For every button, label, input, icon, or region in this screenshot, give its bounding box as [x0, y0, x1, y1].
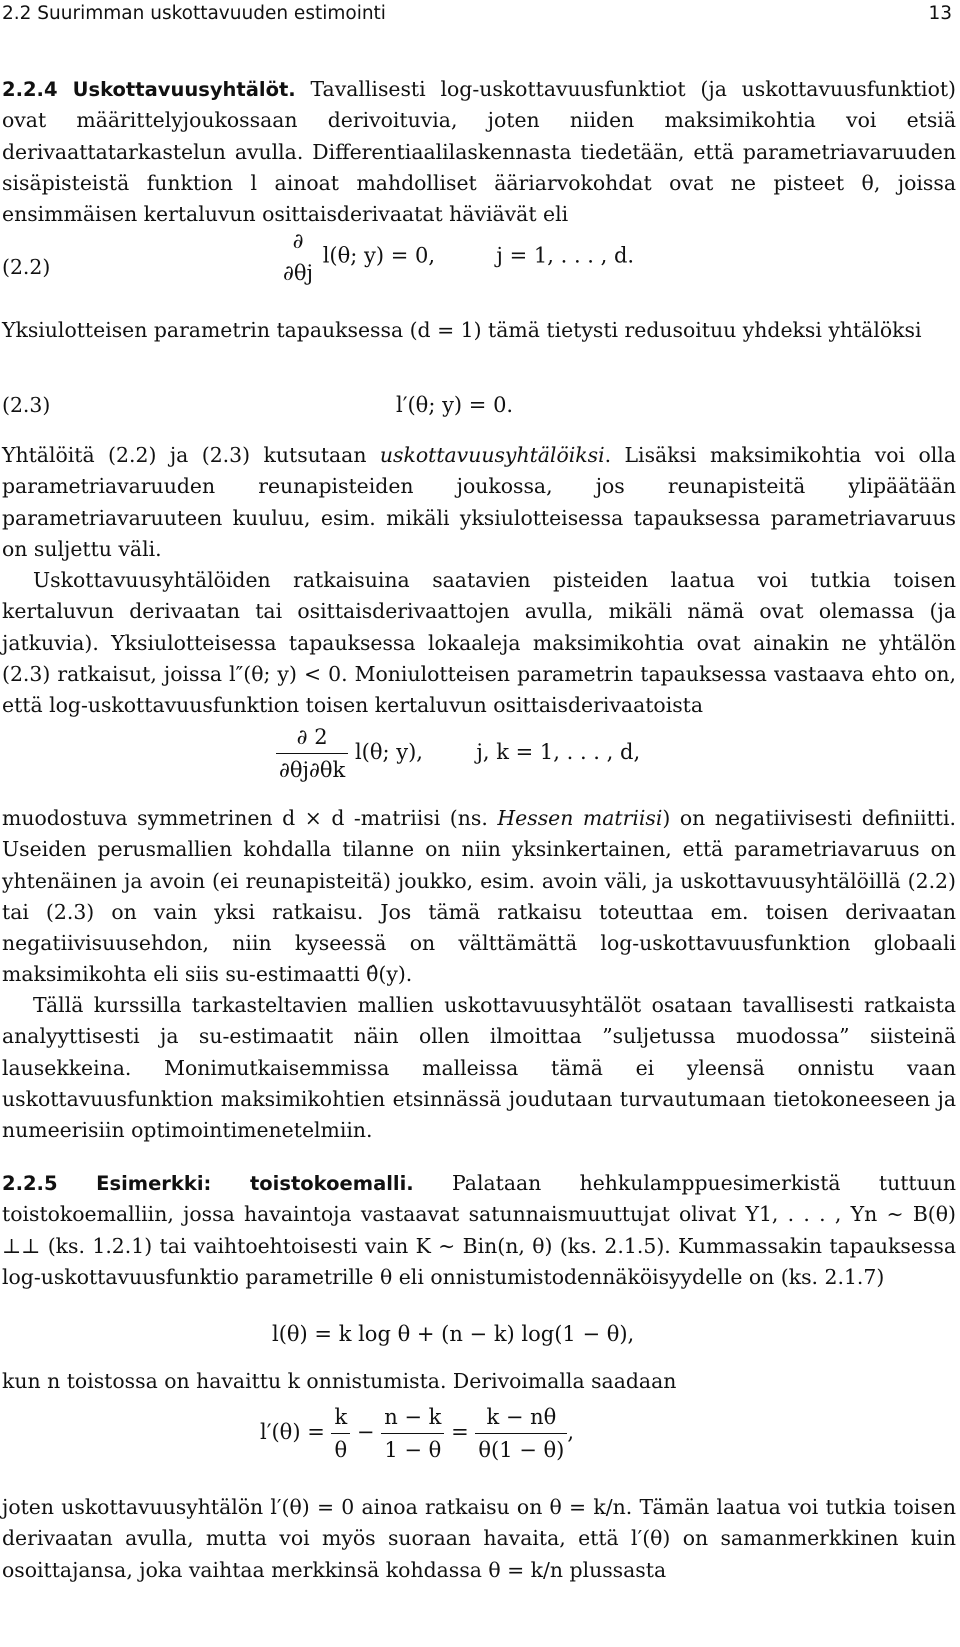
fraction-denominator: 1 − θ	[384, 1438, 442, 1462]
fraction-denominator: ∂θj∂θk	[279, 758, 346, 782]
fraction-numerator: k − nθ	[475, 1402, 567, 1434]
equation-number: (2.2)	[2, 255, 51, 279]
paragraph-yksiulotteinen: Yksiulotteisen parametrin tapauksessa (d = 1) tämä tietysti redusoituu yhdeksi yhtälöksi	[2, 318, 922, 342]
text-span: . Lisäksi maksimikohtia voi olla parametriavaruuden reunapisteiden joukossa, jos reunapisteitä ylipäätään parametriavaruuteen kuuluu, esim. mikäli yksiulotteisessa tapauksessa parametriavaruus on suljettu väli.	[2, 443, 956, 561]
fraction-k-over-theta	[331, 1402, 350, 1465]
equation-body: l(θ; y) = 0,	[322, 243, 436, 268]
partial-derivative-fraction	[280, 226, 316, 288]
running-header	[0, 0, 960, 30]
minus-sign: −	[356, 1420, 375, 1444]
paragraph-uskottavuusyhtaloita	[2, 440, 956, 565]
section-title: 2.2 Suurimman uskottavuuden estimointi	[2, 3, 386, 24]
fraction-numerator: ∂	[292, 229, 304, 253]
emphasis-term: uskottavuusyhtälöiksi	[379, 443, 605, 467]
fraction-combined	[475, 1402, 567, 1465]
paragraph-toistokoemalli	[2, 1168, 956, 1293]
emphasis-term: Hessen matriisi	[497, 806, 663, 830]
paragraph-text: Palataan hehkulamppuesimerkistä tuttuun toistokoemalliin, jossa havaintoja vastaavat satunnaismuuttujat olivat Y1, . . . , Yn ∼ B(θ) ⊥⊥ (ks. 1.2.1) tai vaihtoehtoisesti vain K ∼ Bin(n, θ) (ks. 2.1.5). Kummassakin tapauksessa log-uskottavuusfunktio parametrille θ eli onnistumistodennäköisyydelle on (ks. 2.1.7)	[2, 1171, 956, 1289]
fraction-denominator: ∂θj	[283, 261, 314, 285]
text-span: ) on negatiivisesti definiitti. Useiden perusmallien kohdalla tilanne on niin yksinkertainen, että parametriavaruus on yhtenäinen ja avoin (ei reunapisteitä) joukko, esim. avoin väli, ja uskottavuusyhtälöillä (2.2) tai (2.3) on vain yksi ratkaisu. Jos tämä ratkaisu toteuttaa em. toisen derivaatan negatiivisuusehdon, niin kyseessä on välttämättä log-uskottavuusfunktion globaali maksimikohta eli siis su-estimaatti θ̂(y).	[2, 806, 957, 987]
section-heading-2-2-4: 2.2.4 Uskottavuusyhtälöt.	[2, 78, 296, 101]
section-heading-2-2-5: 2.2.5 Esimerkki: toistokoemalli.	[2, 1172, 414, 1195]
equation-comma: ,	[567, 1420, 575, 1444]
paragraph-ratkaisujen-laatu: Uskottavuusyhtälöiden ratkaisuina saatavien pisteiden laatua voi tutkia toisen kertaluvun derivaatan tai osittaisderivaattojen avulla, mikäli nämä ovat olemassa (ja jatkuvia). Yksiulotteisessa tapauksessa lokaaleja maksimikohtia ovat ainakin ne yhtälön (2.3) ratkaisut, joissa l″(θ; y) < 0. Moniulotteisen parametrin tapauksessa vastaava ehto on, että log-uskottavuusfunktion toisen kertaluvun osittaisderivaatoista	[2, 568, 956, 718]
fraction-denominator: θ	[334, 1438, 348, 1462]
paragraph-ainoa-ratkaisu: joten uskottavuusyhtälön l′(θ) = 0 ainoa ratkaisu on θ = k/n. Tämän laatua voi tutkia toisen derivaatan avulla, mutta voi myös suoraan havaita, että l′(θ) on samanmerkkinen kuin osoittajansa, joka vaihtaa merkkinsä kohdassa θ = k/n plussasta	[2, 1495, 956, 1582]
text-span: Yhtälöitä (2.2) ja (2.3) kutsutaan	[2, 443, 380, 467]
equation-range: j = 1, . . . , d.	[496, 243, 635, 268]
paragraph-hessen-matriisi	[2, 803, 956, 991]
paragraph-text: Tavallisesti log-uskottavuusfunktiot (ja uskottavuusfunktiot) ovat määrittelyjoukossaan derivoituvia, joten niiden maksimikohtia voi etsiä derivaattatarkastelun avulla. Differentiaalilaskennasta tiedetään, että parametriavaruuden sisäpisteistä funktion l ainoat mahdolliset ääriarvokohdat ovat ne pisteet θ, joissa ensimmäisen kertaluvun osittaisderivaatat häviävät eli	[2, 77, 956, 227]
page-number: 13	[928, 3, 952, 24]
equation-2-3: l′(θ; y) = 0.	[396, 393, 514, 417]
equation-number: (2.3)	[2, 393, 51, 417]
paragraph-tama-kurssi: Tällä kurssilla tarkasteltavien mallien uskottavuusyhtälöt osataan tavallisesti ratkaista analyyttisesti ja su-estimaatit näin ollen ilmoittaa ”suljetussa muodossa” siisteinä lausekkeina. Monimutkaisemmissa malleissa tämä ei yleensä onnistu vaan uskottavuusfunktion maksimikohtien etsinnässä joudutaan turvautumaan tietokoneeseen ja numeerisiin optimointimenetelmiin.	[2, 993, 956, 1143]
equation-2-2	[280, 226, 634, 288]
equation-body: l(θ; y),	[354, 740, 423, 764]
second-derivative-fraction	[276, 722, 348, 785]
equation-derivative	[260, 1402, 574, 1465]
fraction-numerator: n − k	[381, 1402, 444, 1434]
fraction-numerator: ∂ 2	[276, 722, 348, 754]
equation-hessian-element	[276, 722, 640, 785]
equation-log-likelihood: l(θ) = k log θ + (n − k) log(1 − θ),	[272, 1322, 635, 1346]
derivative-lhs: l′(θ) =	[260, 1420, 325, 1444]
fraction-n-minus-k	[381, 1402, 444, 1465]
equals-sign: =	[451, 1420, 469, 1444]
paragraph-uskottavuusyhtalot	[2, 74, 956, 230]
fraction-numerator: k	[331, 1402, 350, 1434]
paragraph-derivoimalla: kun n toistossa on havaittu k onnistumista. Derivoimalla saadaan	[2, 1369, 677, 1393]
text-span: muodostuva symmetrinen d × d -matriisi (ns.	[2, 806, 498, 830]
fraction-denominator: θ(1 − θ)	[478, 1438, 565, 1462]
equation-range: j, k = 1, . . . , d,	[476, 740, 641, 764]
